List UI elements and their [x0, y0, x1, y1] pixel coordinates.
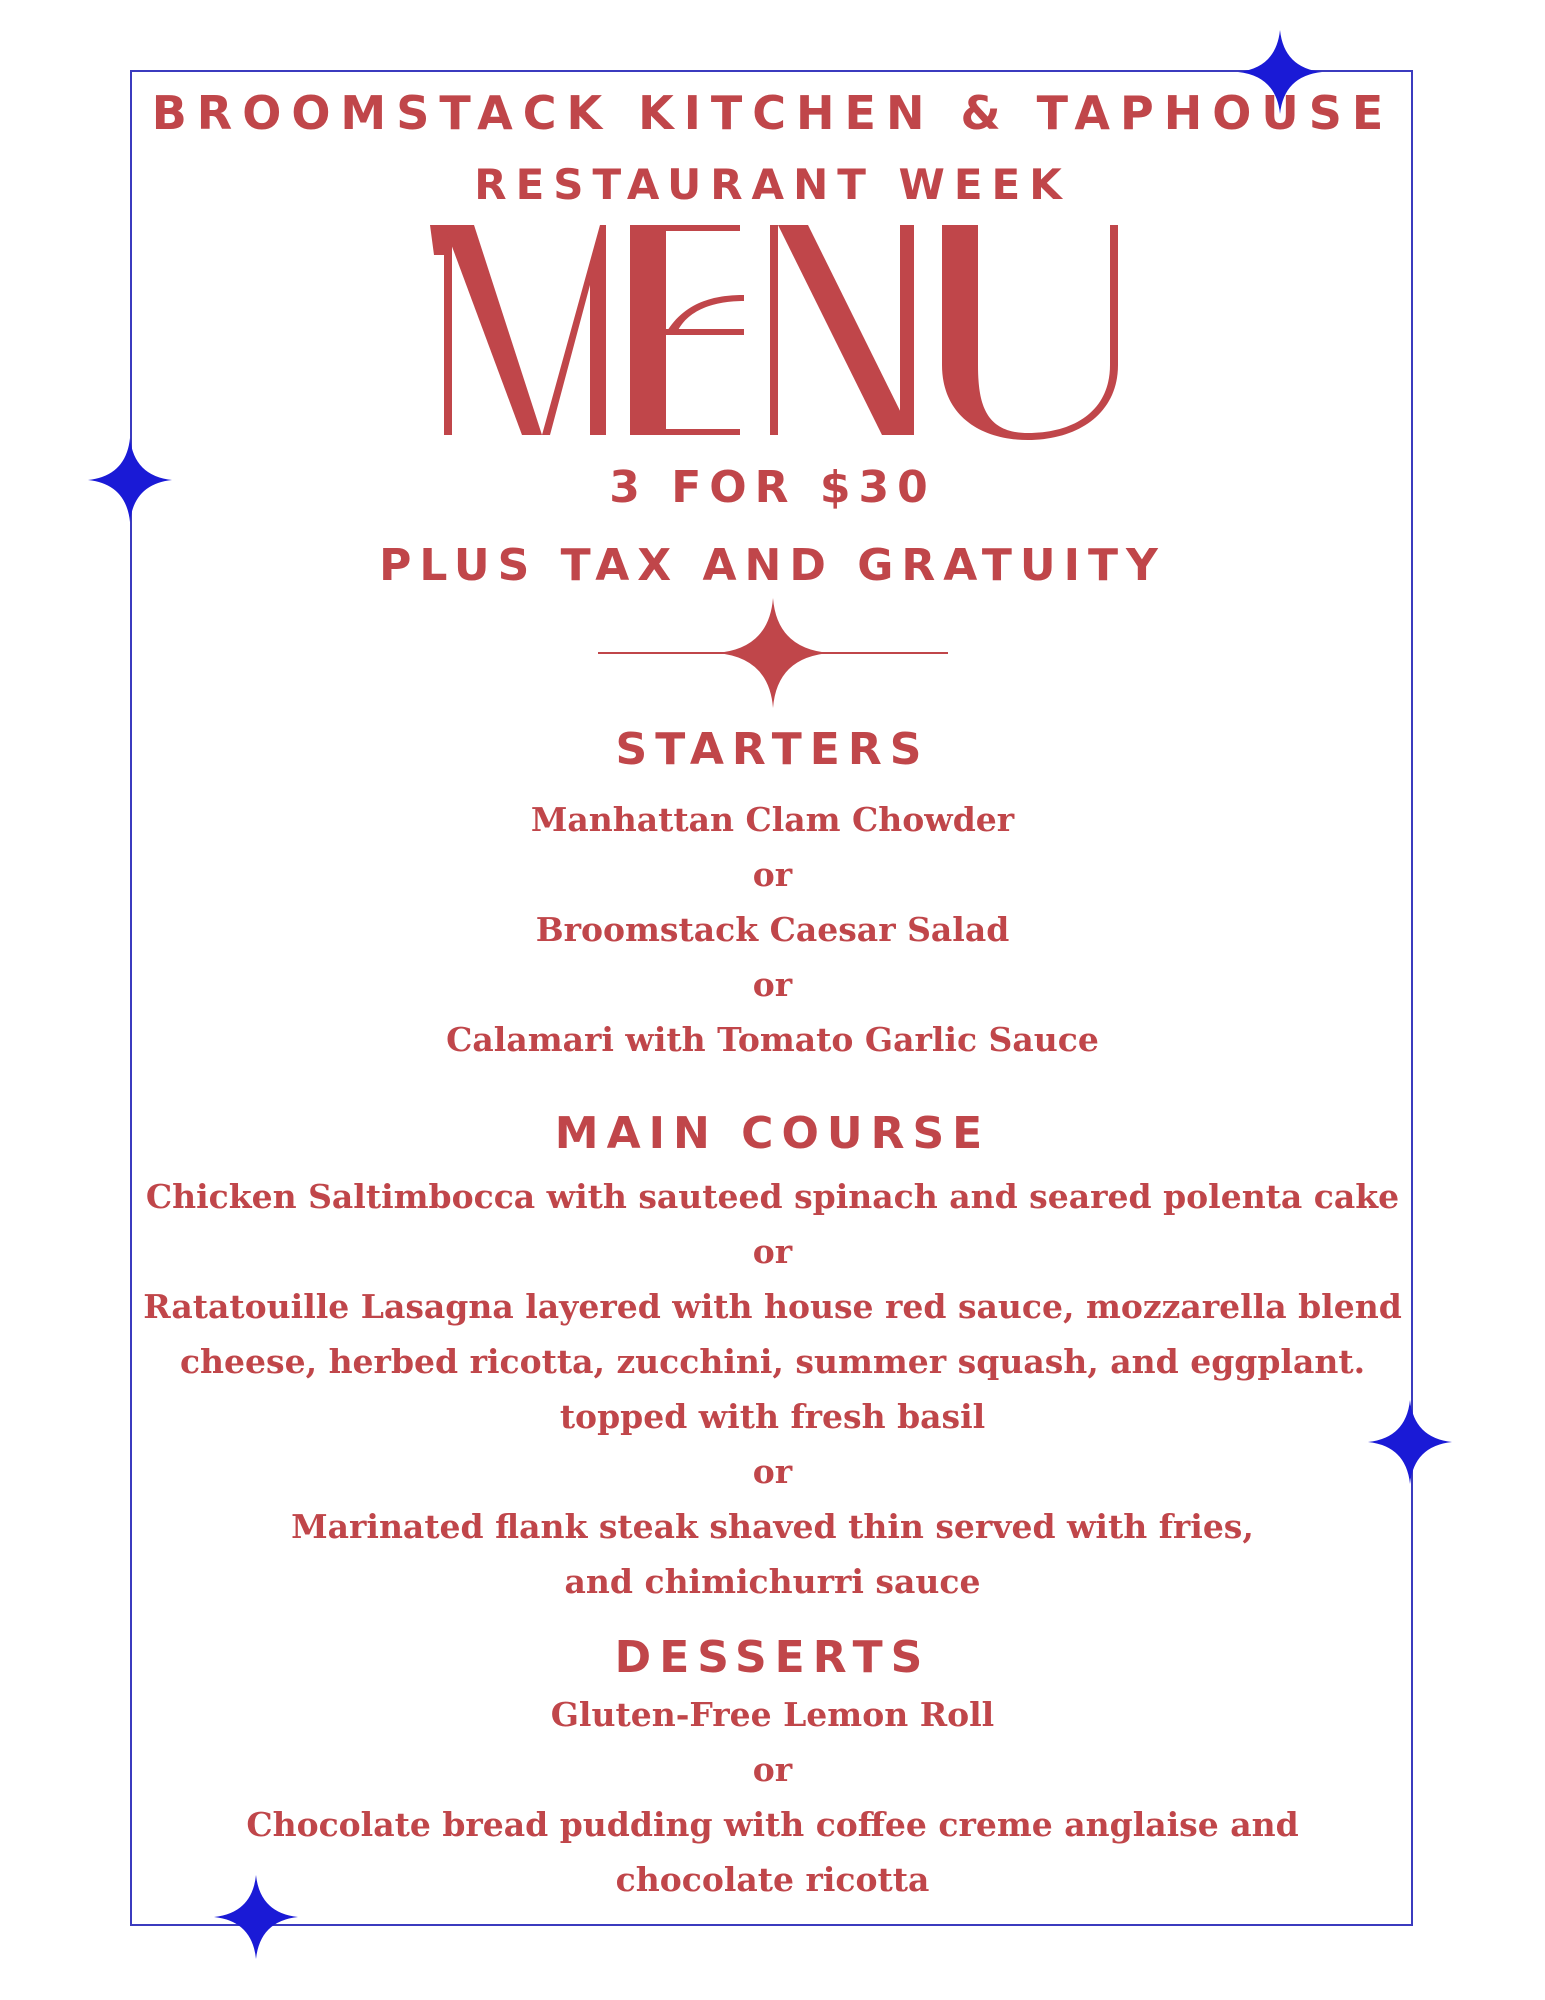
- menu-item: Calamari with Tomato Garlic Sauce: [446, 1020, 1099, 1059]
- menu-item: Broomstack Caesar Salad: [535, 910, 1010, 949]
- section-title-main-course: MAIN COURSE: [554, 1108, 991, 1159]
- or-separator: or: [752, 965, 793, 1004]
- event-title: RESTAURANT WEEK: [474, 160, 1071, 209]
- section-title-desserts: DESSERTS: [614, 1632, 931, 1683]
- or-separator: or: [752, 1232, 793, 1271]
- menu-item-continued: and chimichurri sauce: [564, 1562, 981, 1601]
- menu-item-continued: cheese, herbed ricotta, zucchini, summer squash, and eggplant.: [179, 1342, 1366, 1381]
- price-line: 3 FOR $30: [609, 462, 936, 513]
- menu-item-continued: topped with fresh basil: [559, 1397, 986, 1436]
- menu-item: Gluten-Free Lemon Roll: [550, 1695, 995, 1734]
- section-title-starters: STARTERS: [615, 724, 930, 775]
- menu-item: Ratatouille Lasagna layered with house red sauce, mozzarella blend: [143, 1287, 1402, 1326]
- restaurant-name: BROOMSTACK KITCHEN & TAPHOUSE: [151, 86, 1394, 140]
- tax-note: PLUS TAX AND GRATUITY: [379, 540, 1166, 591]
- menu-item-continued: chocolate ricotta: [615, 1860, 930, 1899]
- or-separator: or: [752, 855, 793, 894]
- menu-item: Manhattan Clam Chowder: [530, 800, 1015, 839]
- or-separator: or: [752, 1452, 793, 1491]
- or-separator: or: [752, 1750, 793, 1789]
- menu-title-logo: [430, 225, 1120, 445]
- menu-item: Chocolate bread pudding with coffee creme anglaise and: [246, 1805, 1299, 1844]
- star-divider-icon: [598, 598, 948, 708]
- menu-item: Marinated flank steak shaved thin served with fries,: [291, 1507, 1254, 1546]
- menu-item: Chicken Saltimbocca with sauteed spinach and seared polenta cake: [145, 1177, 1400, 1216]
